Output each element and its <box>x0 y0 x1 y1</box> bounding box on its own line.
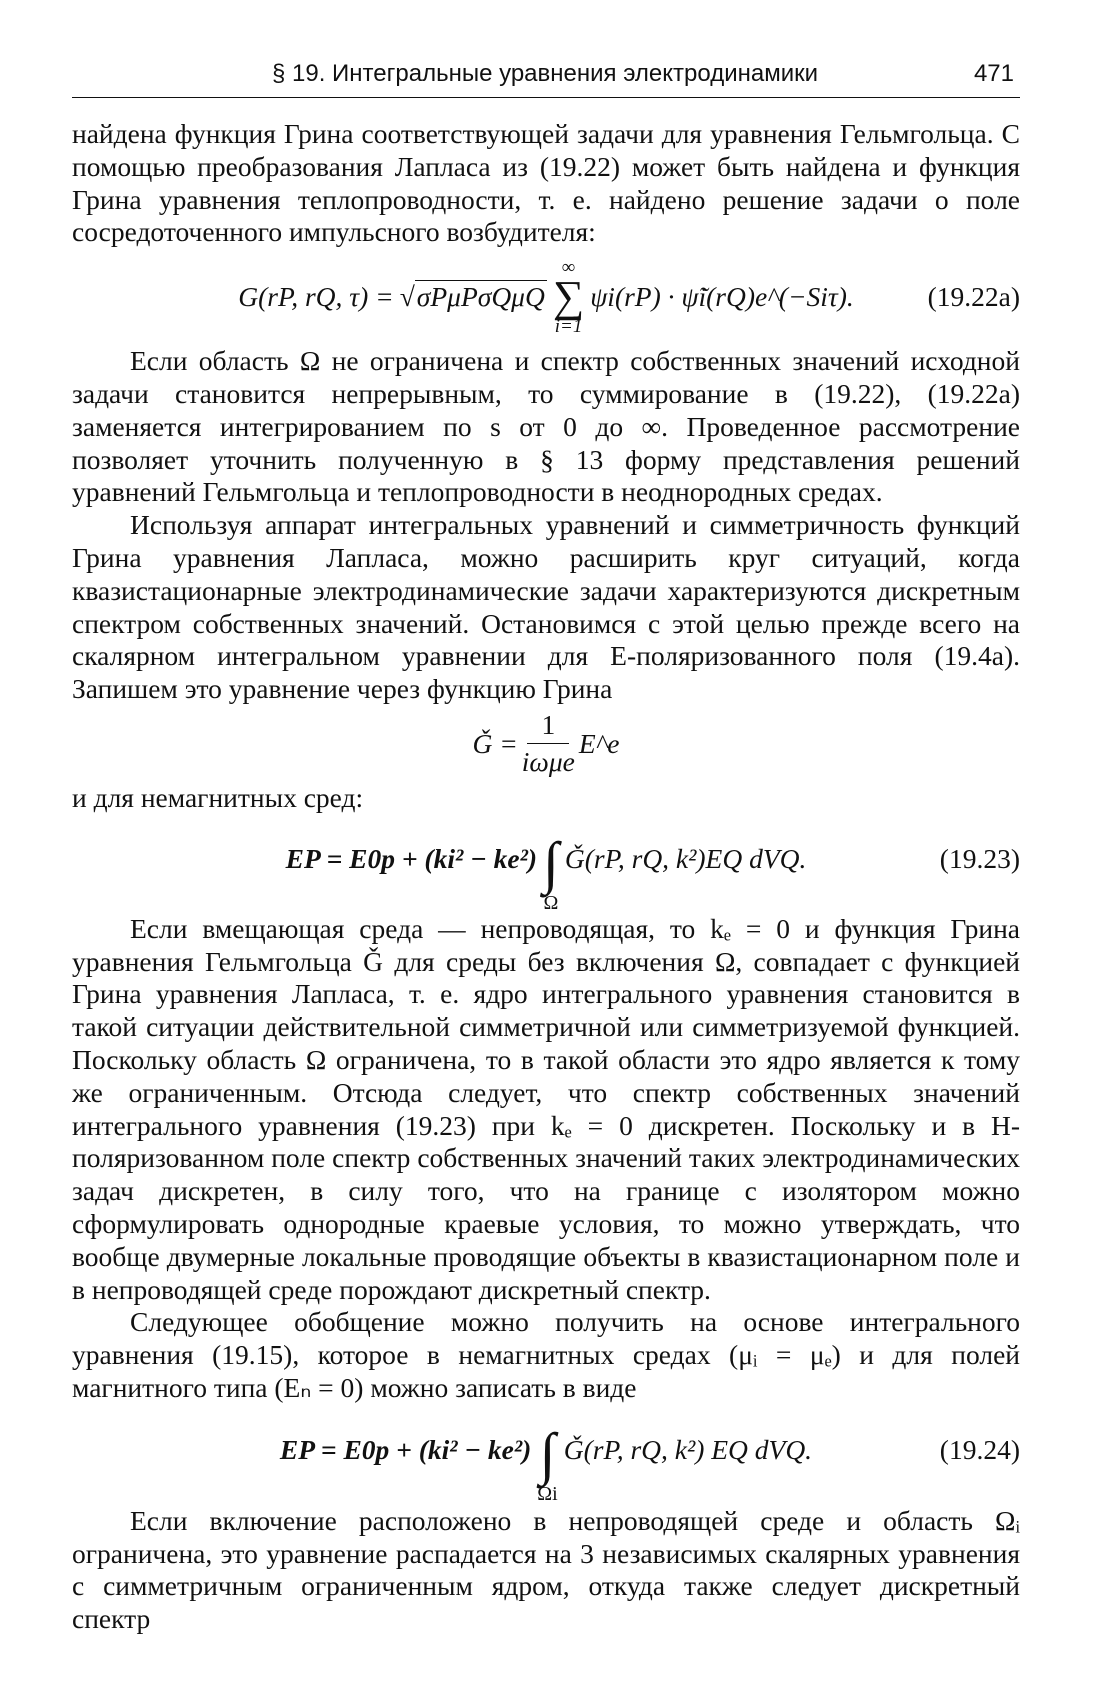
integral-domain: Ωi <box>537 1482 558 1505</box>
paragraph: и для немагнитных сред: <box>72 781 364 813</box>
sum-symbol: ∑ <box>552 272 585 322</box>
paragraph: Используя аппарат интегральных уравнений и симметричность функций Грина уравнения Лапласа, можно расширить круг ситуаций, когда квазистационарные электродинамические задачи характеризуются дискретным спектром собственных значений. Остановимся с этой целью прежде всего на скалярном интегральном уравнении для E-поляризованного поля (19.4а). Запишем это уравнение через функцию Грина <box>72 509 1020 705</box>
equation-19-23 <box>72 815 1020 914</box>
equation-19-22a <box>72 249 1020 345</box>
paragraph: Если область Ω не ограничена и спектр собственных значений исходной задачи становится непрерывным, то суммирование в (19.22), (19.22а) заменяется интегрированием по s от 0 до ∞. Проведенное рассмотрение позволяет уточнить полученную в § 13 форму представления решений уравнений Гельмгольца и теплопроводности в неоднородных средах. <box>72 345 1020 508</box>
integral-symbol: ∫ <box>539 1420 556 1486</box>
paragraph: Следующее обобщение можно получить на основе интегрального уравнения (19.15), которое в немагнитных средах (μᵢ = μₑ) и для полей магнитного типа (Eₙ = 0) можно записать в виде <box>72 1306 1020 1403</box>
page <box>72 52 1020 1636</box>
equation-lhs: EP = E0p + (ki² − ke²) <box>285 843 537 875</box>
equation-sqrt-term: σPμPσQμQ <box>416 281 545 313</box>
integral-domain: Ω <box>543 891 559 914</box>
equation-green-function <box>72 706 1020 782</box>
fraction-numerator: 1 <box>527 709 569 745</box>
integral-symbol: ∫ <box>543 829 559 895</box>
page-number: 471 <box>973 60 1014 87</box>
page-body <box>72 118 1020 1636</box>
equation-number: (19.24) <box>939 1434 1020 1466</box>
summation <box>553 258 584 336</box>
equation-lhs: EP = E0p + (ki² − ke²) <box>279 1434 532 1466</box>
sum-upper-limit: ∞ <box>561 257 576 279</box>
integral <box>537 1420 558 1505</box>
fraction-denominator: iωμe <box>521 746 575 778</box>
equation-number: (19.22а) <box>927 280 1020 312</box>
equation-lhs: Ǧ = <box>472 727 518 759</box>
paragraph: найдена функция Грина соответствующей задачи для уравнения Гельмгольца. С помощью преобразования Лапласа из (19.22) может быть найдена и функция Грина уравнения теплопроводности, т. е. найдено решение задачи о поле сосредоточенного импульсного возбудителя: <box>72 118 1020 248</box>
equation-rhs: E^e <box>578 727 620 759</box>
integral <box>543 829 559 914</box>
equation-19-24 <box>72 1405 1020 1505</box>
paragraph: Если включение расположено в непроводящей среде и область Ωᵢ ограничена, это уравнение распадается на 3 независимых скалярных уравнения с симметричным ограниченным ядром, откуда также следует дискретный спектр <box>72 1504 1020 1635</box>
equation-number: (19.23) <box>939 843 1020 875</box>
equation-lhs: G(rP, rQ, τ) = <box>238 280 394 312</box>
section-title: § 19. Интегральные уравнения электродинамики <box>272 60 819 87</box>
paragraph: Если вмещающая среда — непроводящая, то kₑ = 0 и функция Грина уравнения Гельмгольца Ǧ для среды без включения Ω, совпадает с функцией Грина уравнения Лапласа, т. е. ядро интегрального уравнения становится в такой ситуации действительной симметричной или симметризуемой функцией. Поскольку область Ω ограничена, то в такой области это ядро является к тому же ограниченным. Отсюда следует, что спектр собственных значений интегрального уравнения (19.23) при kₑ = 0 дискретен. Поскольку и в H-поляризованном поле спектр собственных значений таких электродинамических задач дискретен, в силу того, что на границе с изолятором можно сформулировать однородные краевые условия, то можно утверждать, что вообще двумерные локальные проводящие объекты в квазистационарном поле и в непроводящей среде порождают дискретный спектр. <box>72 912 1020 1305</box>
sum-lower-limit: i=1 <box>554 316 583 338</box>
fraction <box>522 709 575 780</box>
equation-rhs: Ǧ(rP, rQ, k²) EQ dVQ. <box>563 1434 813 1466</box>
equation-rhs: ψi(rP) · ψ̃i(rQ)e^(−Siτ). <box>590 280 854 312</box>
equation-rhs: Ǧ(rP, rQ, k²)EQ dVQ. <box>564 843 807 875</box>
sqrt-sign: √ <box>399 280 415 312</box>
running-header <box>72 52 1020 98</box>
